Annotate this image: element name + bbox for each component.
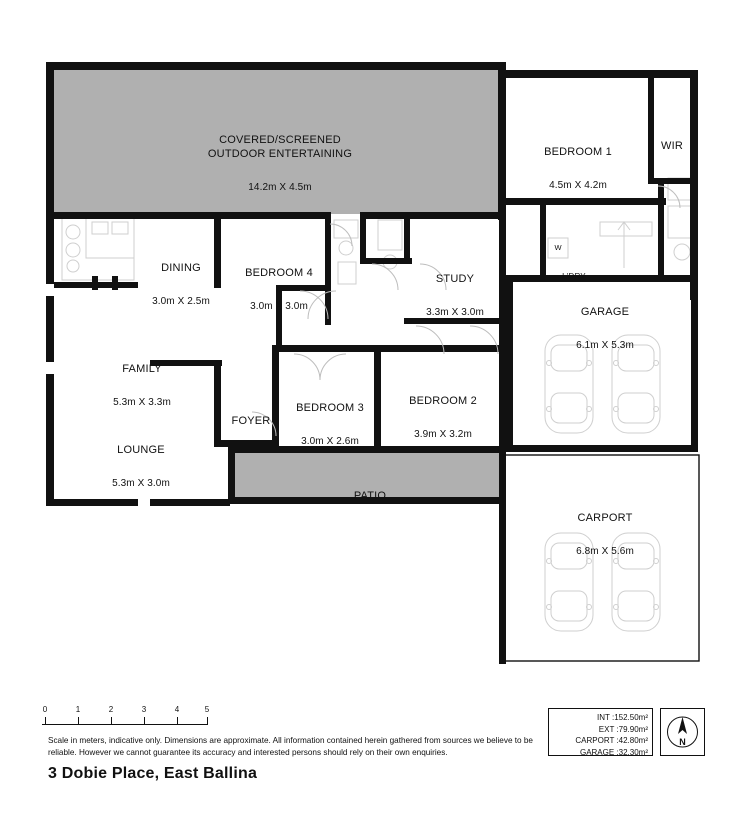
door-swings	[252, 186, 680, 436]
room-name-patio: PATIO	[353, 490, 387, 502]
room-name-garage: GARAGE	[580, 306, 630, 318]
room-name-foyer: FOYER	[231, 415, 271, 427]
room-dim-bedroom1: 4.5m X 4.2m	[549, 179, 607, 191]
disclaimer-text: Scale in meters, indicative only. Dimensions are approximate. All information contained herein gathered from sources we believe to be reliable. However we cannot guarantee its accuracy and interested persons should rely on their own enquiries.	[48, 736, 533, 757]
scale-bar	[42, 705, 222, 731]
area-internal: INT :152.50m²	[597, 713, 648, 722]
area-external: EXT :79.90m²	[598, 724, 648, 734]
carport-cars	[545, 533, 660, 631]
scale-tick-1: 1	[75, 705, 81, 714]
room-name-study: STUDY	[435, 273, 475, 285]
scale-tick-3: 3	[141, 705, 147, 714]
scale-tick-4: 4	[174, 705, 180, 714]
room-name-wir: WIR	[661, 140, 683, 152]
property-address: 3 Dobie Place, East Ballina	[48, 765, 258, 782]
areas-summary	[548, 708, 653, 756]
room-name-washer: W	[554, 243, 562, 252]
compass-north-label: N	[679, 737, 686, 747]
room-name-bedroom2: BEDROOM 2	[409, 395, 477, 407]
area-carport: CARPORT :42.80m²	[575, 736, 648, 746]
room-name-bedroom1: BEDROOM 1	[544, 146, 612, 158]
room-name-outdoor: COVERED/SCREENED OUTDOOR ENTERTAINING	[207, 134, 353, 160]
area-garage: GARAGE :32.30m²	[579, 747, 648, 757]
room-name-bedroom3: BEDROOM 3	[296, 402, 364, 414]
room-name-laundry: L'DRY	[562, 272, 586, 281]
room-name-dining: DINING	[161, 262, 201, 274]
room-name-lounge: LOUNGE	[117, 444, 165, 456]
scale-ticks	[42, 717, 208, 725]
room-dim-family: 5.3m X 3.3m	[113, 396, 171, 408]
room-dim-garage: 6.1m X 5.3m	[576, 339, 634, 351]
scale-numbers	[42, 705, 222, 717]
room-name-carport: CARPORT	[577, 512, 633, 524]
scale-tick-5: 5	[204, 705, 210, 714]
room-dim-dining: 3.0m X 2.5m	[152, 295, 210, 307]
room-dim-bedroom3: 3.0m X 2.6m	[301, 435, 359, 447]
room-dim-bedroom4: 3.0m X 3.0m	[250, 300, 308, 312]
room-name-bedroom4: BEDROOM 4	[245, 267, 313, 279]
room-dim-outdoor: 14.2m X 4.5m	[248, 181, 312, 193]
room-dim-study: 3.3m X 3.0m	[426, 306, 484, 318]
compass	[660, 708, 705, 756]
room-dim-carport: 6.8m X 5.6m	[576, 545, 634, 557]
scale-tick-0: 0	[42, 705, 48, 714]
room-dim-lounge: 5.3m X 3.0m	[112, 477, 170, 489]
room-dim-bedroom2: 3.9m X 3.2m	[414, 428, 472, 440]
scale-tick-2: 2	[108, 705, 114, 714]
garage-cars	[545, 335, 660, 433]
compass-icon	[661, 709, 704, 755]
carport-outline	[503, 455, 699, 661]
room-name-family: FAMILY	[122, 363, 162, 375]
